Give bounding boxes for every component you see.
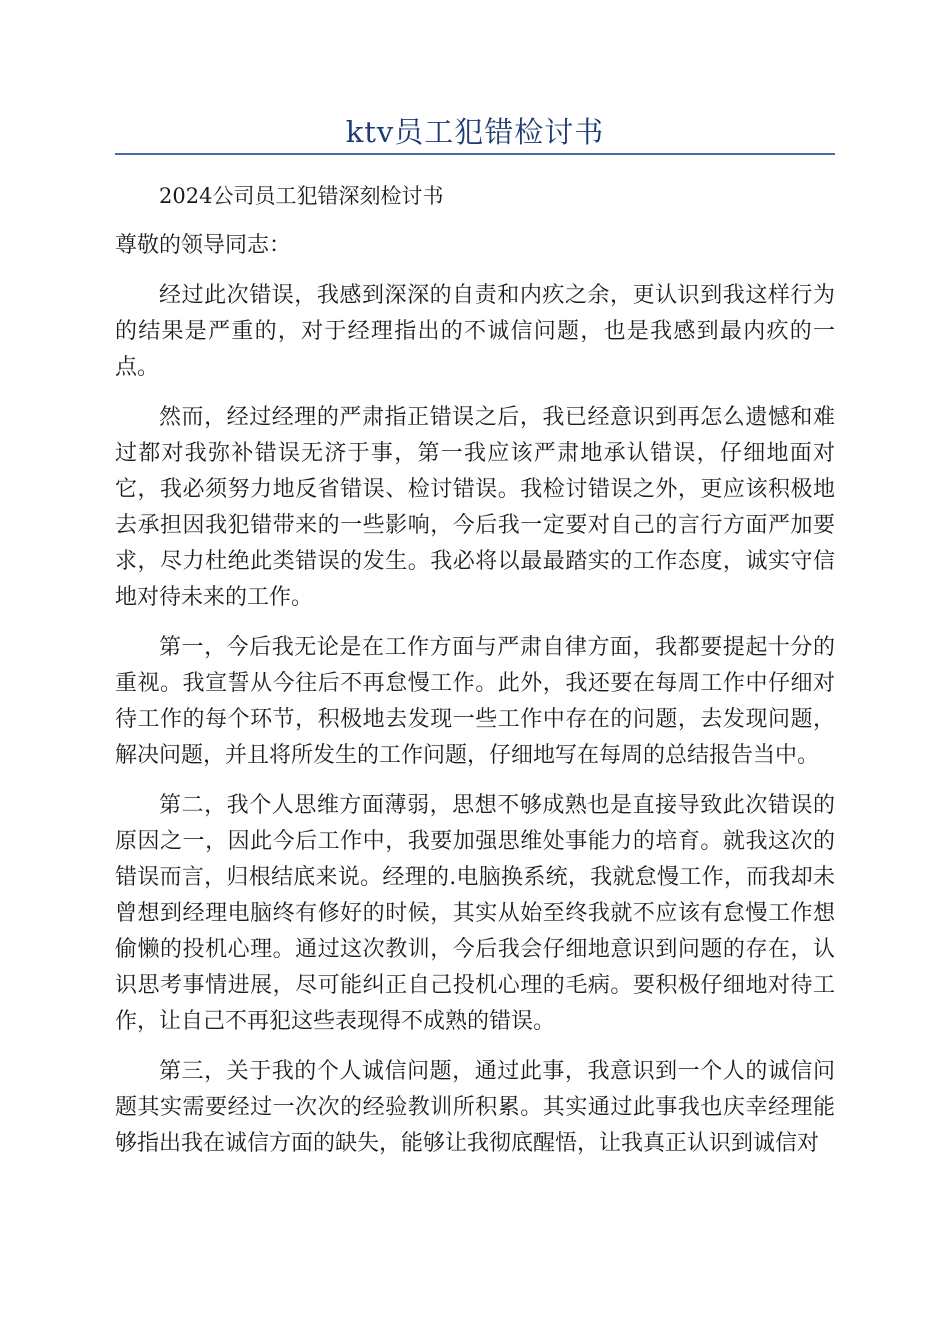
title-underline <box>115 153 835 155</box>
document-subtitle: 2024公司员工犯错深刻检讨书 <box>159 184 444 208</box>
salutation: 尊敬的领导同志： <box>115 233 292 258</box>
document-title: ktv员工犯错检讨书 <box>345 115 605 149</box>
paragraph-3: 第一，今后我无论是在工作方面与严肃自律方面，我都要提起十分的重视。我宣誓从今往后不再怠慢工作。此外，我还要在每周工作中仔细对待工作的每个环节，积极地去发现一些工作中存在的问题，去发现问题，解决问题，并且将所发生的工作问题，仔细地写在每周的总结报告当中。 <box>115 635 835 768</box>
paragraph-5: 第三，关于我的个人诚信问题，通过此事，我意识到一个人的诚信问题其实需要经过一次次的经验教训所积累。其实通过此事我也庆幸经理能够指出我在诚信方面的缺失，能够让我彻底醒悟，让我真正认识到诚信对 <box>115 1059 835 1156</box>
paragraph-1: 经过此次错误，我感到深深的自责和内疚之余，更认识到我这样行为的结果是严重的，对于经理指出的不诚信问题，也是我感到最内疚的一点。 <box>115 283 835 380</box>
paragraph-4: 第二，我个人思维方面薄弱，思想不够成熟也是直接导致此次错误的原因之一，因此今后工作中，我要加强思维处事能力的培育。就我这次的错误而言，归根结底来说。经理的.电脑换系统，我就怠慢工作，而我却未曾想到经理电脑终有修好的时候，其实从始至终我就不应该有怠慢工作想偷懒的投机心理。通过这次教训，今后我会仔细地意识到问题的存在，认识思考事情进展，尽可能纠正自己投机心理的毛病。要积极仔细地对待工作，让自己不再犯这些表现得不成熟的错误。 <box>115 793 835 1034</box>
paragraph-2: 然而，经过经理的严肃指正错误之后，我已经意识到再怎么遗憾和难过都对我弥补错误无济于事，第一我应该严肃地承认错误，仔细地面对它，我必须努力地反省错误、检讨错误。我检讨错误之外，更应该积极地去承担因我犯错带来的一些影响，今后我一定要对自己的言行方面严加要求，尽力杜绝此类错误的发生。我必将以最最踏实的工作态度，诚实守信地对待未来的工作。 <box>115 405 835 610</box>
document-body <box>115 178 835 1176</box>
